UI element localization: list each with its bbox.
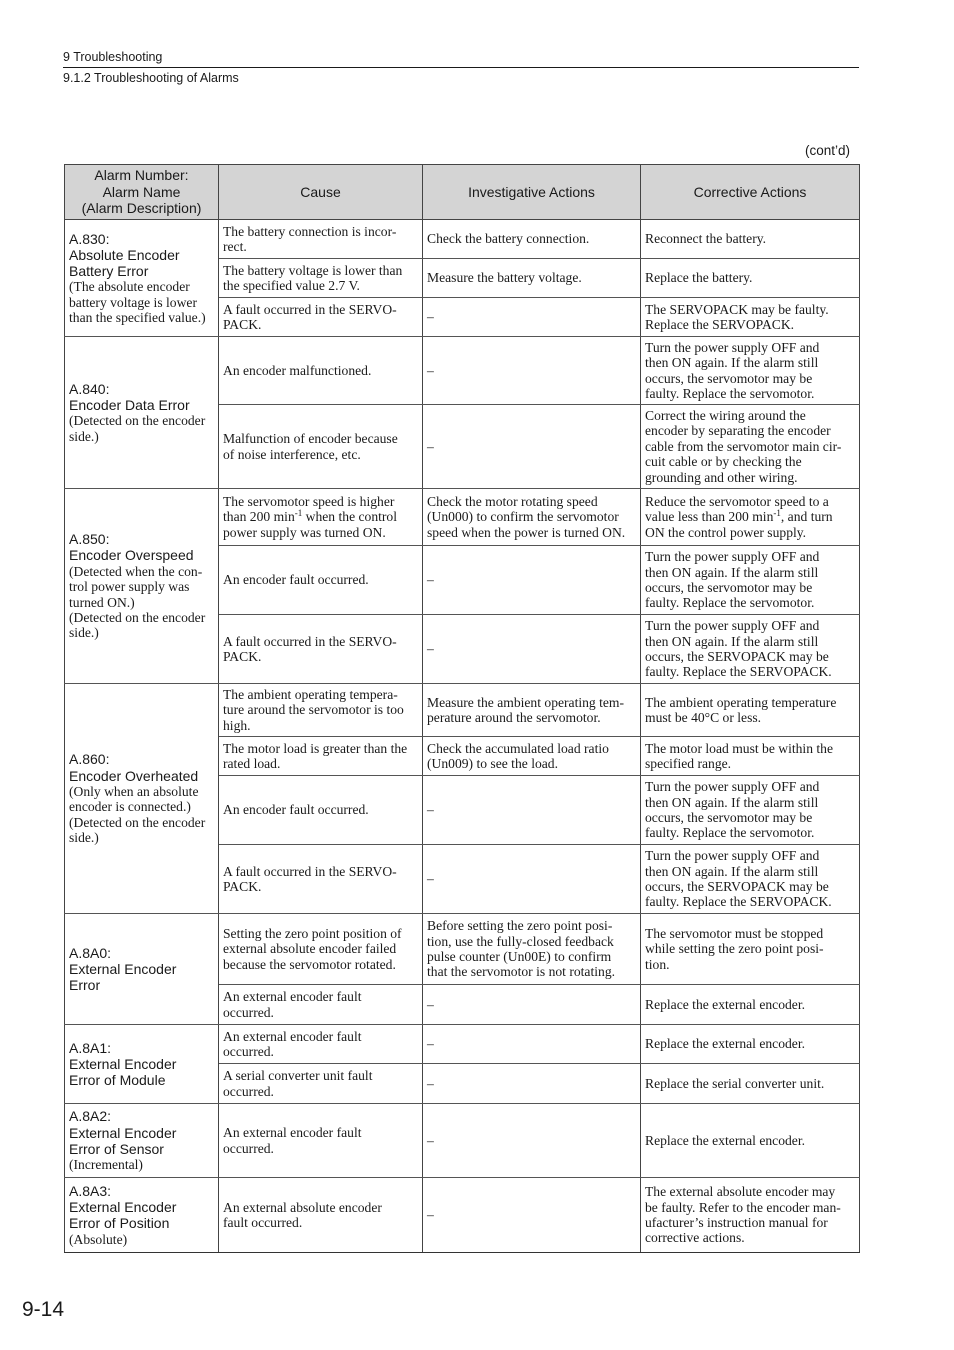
page-number: 9-14 (22, 1298, 65, 1321)
corrective-text: The motor load must be within the specified range. (645, 740, 834, 771)
investigative-text: Check the motor rotating speed (Un000) to confirm the servomotor speed when the power is turned ON. (427, 493, 626, 540)
alarm-cell-a840 (65, 337, 219, 489)
alarm-description: (Detected on the encoder side.) (69, 413, 206, 444)
corrective-text (645, 494, 855, 540)
cause-text: A fault occurred in the SERVO- PACK. (223, 301, 397, 332)
investigative-text: – (427, 309, 434, 325)
alarm-name: External Encoder Error of Position (69, 1199, 177, 1232)
alarm-description: (The absolute encoder battery voltage is lower than the specified value.) (69, 279, 206, 325)
corrective-text: Replace the external encoder. (645, 996, 806, 1012)
continued-label: (cont’d) (804, 143, 850, 158)
investigative-text: – (427, 572, 434, 588)
investigative-cell (423, 1025, 641, 1064)
section-title: 9.1.2 Troubleshooting of Alarms (63, 71, 239, 85)
corrective-cell (641, 684, 860, 737)
alarm-cell-a8a1 (65, 1025, 219, 1104)
cause-cell (219, 845, 423, 914)
investigative-cell (423, 1178, 641, 1253)
investigative-cell (423, 737, 641, 776)
corrective-cell (641, 546, 860, 615)
cause-text: An encoder fault occurred. (223, 802, 369, 818)
corrective-cell (641, 615, 860, 684)
corrective-text: The servomotor must be stopped while setting the zero point posi- tion. (645, 925, 824, 972)
cause-text: The motor load is greater than the rated load. (223, 740, 408, 771)
alarm-number: A.8A1: (69, 1039, 112, 1056)
corrective-cell (641, 1025, 860, 1064)
corrective-cell (641, 845, 860, 914)
corrective-text: Turn the power supply OFF and then ON again. If the alarm still occurs, the SERVOPACK may be faulty. Replace the SERVOPACK. (645, 618, 832, 680)
cause-text: An external encoder fault occurred. (223, 1125, 362, 1156)
cause-cell (219, 220, 423, 259)
table-row (65, 1178, 860, 1253)
header-rule (63, 67, 859, 68)
investigative-text: Check the accumulated load ratio (Un009) to see the load. (427, 740, 609, 771)
investigative-cell (423, 615, 641, 684)
cause-cell (219, 684, 423, 737)
alarm-number: A.8A3: (69, 1182, 112, 1199)
investigative-cell (423, 845, 641, 914)
alarm-name: External Encoder Error of Module (69, 1055, 177, 1089)
alarm-number: A.840: (69, 380, 110, 397)
corrective-cell (641, 914, 860, 985)
cause-cell (219, 405, 423, 489)
table-row (65, 220, 860, 259)
cause-cell (219, 337, 423, 405)
cause-text: The battery connection is incor- rect. (223, 223, 397, 254)
alarm-cell-a8a3 (65, 1178, 219, 1253)
alarm-name: Encoder Data Error (69, 397, 190, 414)
alarm-cell-a8a0 (65, 914, 219, 1025)
superscript: -1 (294, 508, 303, 519)
investigative-cell (423, 337, 641, 405)
cause-cell (219, 615, 423, 684)
corrective-cell (641, 489, 860, 546)
running-head (63, 50, 859, 86)
table-row (65, 489, 860, 546)
corrective-text: Turn the power supply OFF and then ON again. If the alarm still occurs, the servomotor may be faulty. Replace the servomotor. (645, 339, 820, 401)
alarm-number: A.8A2: (69, 1108, 112, 1125)
investigative-text: – (427, 1207, 434, 1223)
cause-cell (219, 1064, 423, 1104)
alarm-number: A.850: (69, 531, 110, 548)
cause-cell (219, 914, 423, 985)
cause-text: An external encoder fault occurred. (223, 989, 362, 1020)
cause-text: An external absolute encoder fault occurred. (223, 1199, 382, 1230)
investigative-text: – (427, 362, 434, 378)
alarm-cell-a830 (65, 220, 219, 337)
alarm-number: A.830: (69, 230, 110, 247)
corrective-text: The external absolute encoder may be faulty. Refer to the encoder man- ufacturer’s instruction manual for corrective actions. (645, 1184, 841, 1246)
investigative-text: – (427, 1132, 434, 1148)
investigative-cell (423, 546, 641, 615)
cause-cell (219, 1025, 423, 1064)
alarm-description: (Detected when the con- trol power supply was turned ON.) (Detected on the encoder side.) (69, 563, 206, 641)
investigative-cell (423, 1064, 641, 1104)
alarm-name: Encoder Overspeed (69, 547, 194, 564)
corrective-text: Replace the serial converter unit. (645, 1075, 825, 1091)
table-row (65, 1025, 860, 1064)
investigative-text: – (427, 802, 434, 818)
header-corrective-actions: Corrective Actions (641, 165, 860, 220)
cause-cell (219, 776, 423, 845)
table-row (65, 1104, 860, 1178)
investigative-text: – (427, 438, 434, 454)
header-investigative-actions: Investigative Actions (423, 165, 641, 220)
corrective-cell (641, 298, 860, 337)
corrective-text: Replace the battery. (645, 270, 753, 286)
investigative-text: – (427, 641, 434, 657)
corrective-cell (641, 220, 860, 259)
investigative-text: – (427, 996, 434, 1012)
cause-text: Setting the zero point position of external absolute encoder failed because the servomotor rotated. (223, 925, 402, 972)
investigative-text: Measure the ambient operating tem- perature around the servomotor. (427, 694, 625, 725)
investigative-cell (423, 914, 641, 985)
cause-text: The ambient operating tempera- ture around the servomotor is too high. (223, 686, 404, 733)
cause-text: An encoder malfunctioned. (223, 362, 372, 378)
cause-text: A serial converter unit fault occurred. (223, 1068, 373, 1099)
corrective-cell (641, 259, 860, 298)
corrective-cell (641, 776, 860, 845)
corrective-text: Turn the power supply OFF and then ON again. If the alarm still occurs, the servomotor may be faulty. Replace the servomotor. (645, 549, 820, 611)
cause-text-part: The servomotor speed is higher than 200 min (223, 493, 395, 525)
cause-text: The battery voltage is lower than the specified value 2.7 V. (223, 262, 403, 293)
cause-cell (219, 259, 423, 298)
alarm-description: (Incremental) (69, 1157, 143, 1173)
alarm-description: (Only when an absolute encoder is connected.) (Detected on the encoder side.) (69, 783, 206, 846)
cause-cell (219, 489, 423, 546)
cause-text: A fault occurred in the SERVO- PACK. (223, 633, 397, 664)
investigative-cell (423, 298, 641, 337)
header-alarm-label: Alarm Number: Alarm Name (Alarm Description) (81, 167, 202, 217)
alarm-cell-a860 (65, 684, 219, 914)
cause-text: Malfunction of encoder because of noise interference, etc. (223, 431, 398, 462)
table-row (65, 337, 860, 405)
corrective-text: The SERVOPACK may be faulty. Replace the SERVOPACK. (645, 301, 829, 332)
investigative-cell (423, 259, 641, 298)
cause-cell (219, 546, 423, 615)
corrective-text: The ambient operating temperature must be 40°C or less. (645, 694, 837, 725)
corrective-cell (641, 737, 860, 776)
cause-cell (219, 985, 423, 1025)
corrective-cell (641, 1064, 860, 1104)
corrective-text: Correct the wiring around the encoder by separating the encoder cable from the servomotor main cir- cuit cable or by checking the grounding and other wiring. (645, 407, 842, 485)
investigative-text: – (427, 1075, 434, 1091)
investigative-text: – (427, 1036, 434, 1052)
cause-cell (219, 737, 423, 776)
investigative-text: Measure the battery voltage. (427, 270, 582, 286)
alarm-troubleshooting-table (64, 164, 860, 1253)
investigative-cell (423, 405, 641, 489)
corrective-cell (641, 405, 860, 489)
investigative-text: – (427, 871, 434, 887)
corrective-text: Reconnect the battery. (645, 231, 767, 247)
superscript: -1 (773, 508, 781, 519)
alarm-cell-a8a2 (65, 1104, 219, 1178)
alarm-cell-a850 (65, 489, 219, 684)
investigative-cell (423, 220, 641, 259)
table-row (65, 914, 860, 985)
header-cause: Cause (219, 165, 423, 220)
alarm-number: A.860: (69, 751, 110, 768)
cause-cell (219, 298, 423, 337)
table-row (65, 684, 860, 737)
corrective-text: Turn the power supply OFF and then ON again. If the alarm still occurs, the SERVOPACK may be faulty. Replace the SERVOPACK. (645, 848, 832, 910)
alarm-name: External Encoder Error of Sensor (69, 1124, 177, 1157)
cause-cell (219, 1178, 423, 1253)
corrective-text: Replace the external encoder. (645, 1132, 806, 1148)
alarm-number: A.8A0: (69, 944, 112, 961)
corrective-cell (641, 985, 860, 1025)
alarm-description: (Absolute) (69, 1231, 128, 1247)
corrective-text-part: , and turn ON the control power supply. (645, 509, 833, 540)
investigative-cell (423, 684, 641, 737)
cause-text-part: when the control power supply was turned ON. (223, 509, 398, 540)
corrective-cell (641, 337, 860, 405)
header-alarm (65, 165, 219, 220)
investigative-cell (423, 985, 641, 1025)
cause-text (223, 494, 418, 540)
cause-cell (219, 1104, 423, 1178)
corrective-text: Replace the external encoder. (645, 1036, 806, 1052)
cause-text: A fault occurred in the SERVO- PACK. (223, 863, 397, 894)
corrective-text: Turn the power supply OFF and then ON again. If the alarm still occurs, the servomotor may be faulty. Replace the servomotor. (645, 779, 820, 841)
cause-text: An external encoder fault occurred. (223, 1028, 362, 1059)
corrective-cell (641, 1178, 860, 1253)
table-header-row (65, 165, 860, 220)
investigative-cell (423, 776, 641, 845)
corrective-cell (641, 1104, 860, 1178)
alarm-name: External Encoder Error (69, 960, 177, 994)
investigative-text: Before setting the zero point posi- tion, use the fully-closed feedback pulse counter (Un00E) to confirm that the servomotor is not rotating. (427, 918, 616, 980)
investigative-text: Check the battery connection. (427, 231, 590, 247)
alarm-name: Encoder Overheated (69, 767, 199, 784)
alarm-name: Absolute Encoder Battery Error (69, 246, 180, 279)
investigative-cell (423, 489, 641, 546)
investigative-cell (423, 1104, 641, 1178)
chapter-title: 9 Troubleshooting (63, 50, 163, 64)
cause-text: An encoder fault occurred. (223, 572, 369, 588)
corrective-text-part: Reduce the servomotor speed to a value less than 200 min (645, 493, 829, 525)
